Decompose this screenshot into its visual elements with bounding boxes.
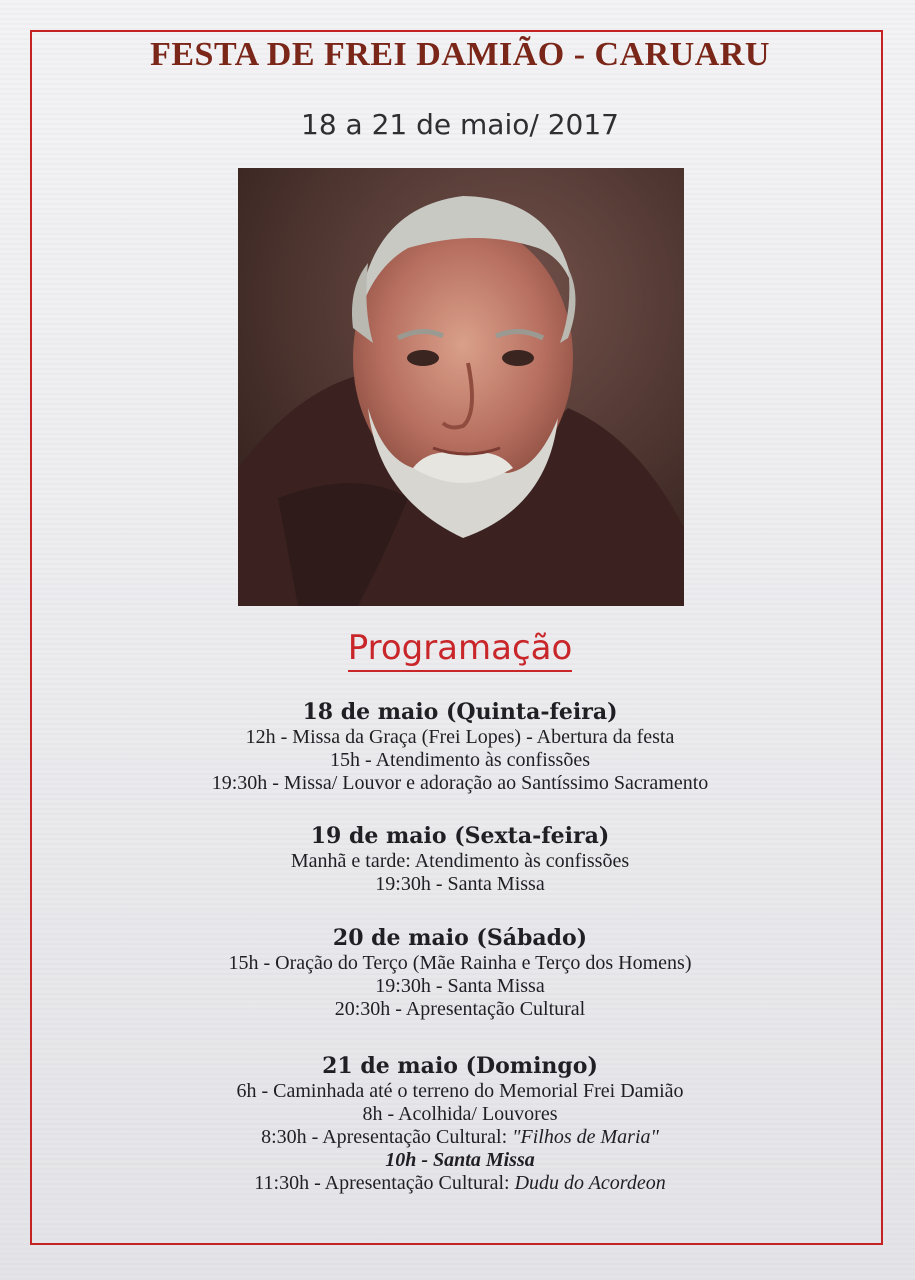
day-block-20 (40, 924, 880, 1021)
day-block-19 (40, 822, 880, 896)
schedule-item: 6h - Caminhada até o terreno do Memorial Frei Damião (236, 1080, 684, 1102)
schedule-item-emphasis: "Filhos de Maria" (512, 1126, 659, 1148)
schedule-item: Manhã e tarde: Atendimento às confissões (290, 850, 630, 872)
schedule-item: 12h - Missa da Graça (Frei Lopes) - Abertura da festa (245, 726, 675, 748)
day-title: 21 de maio (Domingo) (322, 1053, 598, 1079)
schedule-item (40, 1126, 880, 1149)
program-heading (40, 628, 880, 668)
schedule-item: 19:30h - Santa Missa (375, 873, 545, 895)
schedule-item-prefix: 11:30h - Apresentação Cultural: (254, 1172, 515, 1194)
schedule-item: 15h - Oração do Terço (Mãe Rainha e Terço dos Homens) (228, 952, 692, 974)
day-title: 20 de maio (Sábado) (332, 925, 588, 951)
schedule-item-highlight: 10h - Santa Missa (385, 1149, 535, 1171)
schedule-item (40, 1172, 880, 1195)
day-block-21 (40, 1052, 880, 1195)
schedule-item-prefix: 8:30h - Apresentação Cultural: (261, 1126, 513, 1148)
day-title: 19 de maio (Sexta-feira) (310, 823, 610, 849)
festival-dates: 18 a 21 de maio/ 2017 (301, 108, 619, 141)
schedule-item: 15h - Atendimento às confissões (330, 749, 590, 771)
day-title: 18 de maio (Quinta-feira) (302, 699, 618, 725)
schedule-item: 20:30h - Apresentação Cultural (334, 998, 586, 1020)
portrait-photo (238, 168, 684, 606)
day-block-18 (40, 698, 880, 795)
program-heading-text: Programação (348, 628, 573, 672)
festival-title: FESTA DE FREI DAMIÃO - CARUARU (150, 36, 770, 73)
schedule-item-emphasis: Dudu do Acordeon (514, 1172, 666, 1194)
schedule-item: 19:30h - Santa Missa (375, 975, 545, 997)
schedule-item: 19:30h - Missa/ Louvor e adoração ao Santíssimo Sacramento (211, 772, 709, 794)
schedule-item: 8h - Acolhida/ Louvores (362, 1103, 558, 1125)
